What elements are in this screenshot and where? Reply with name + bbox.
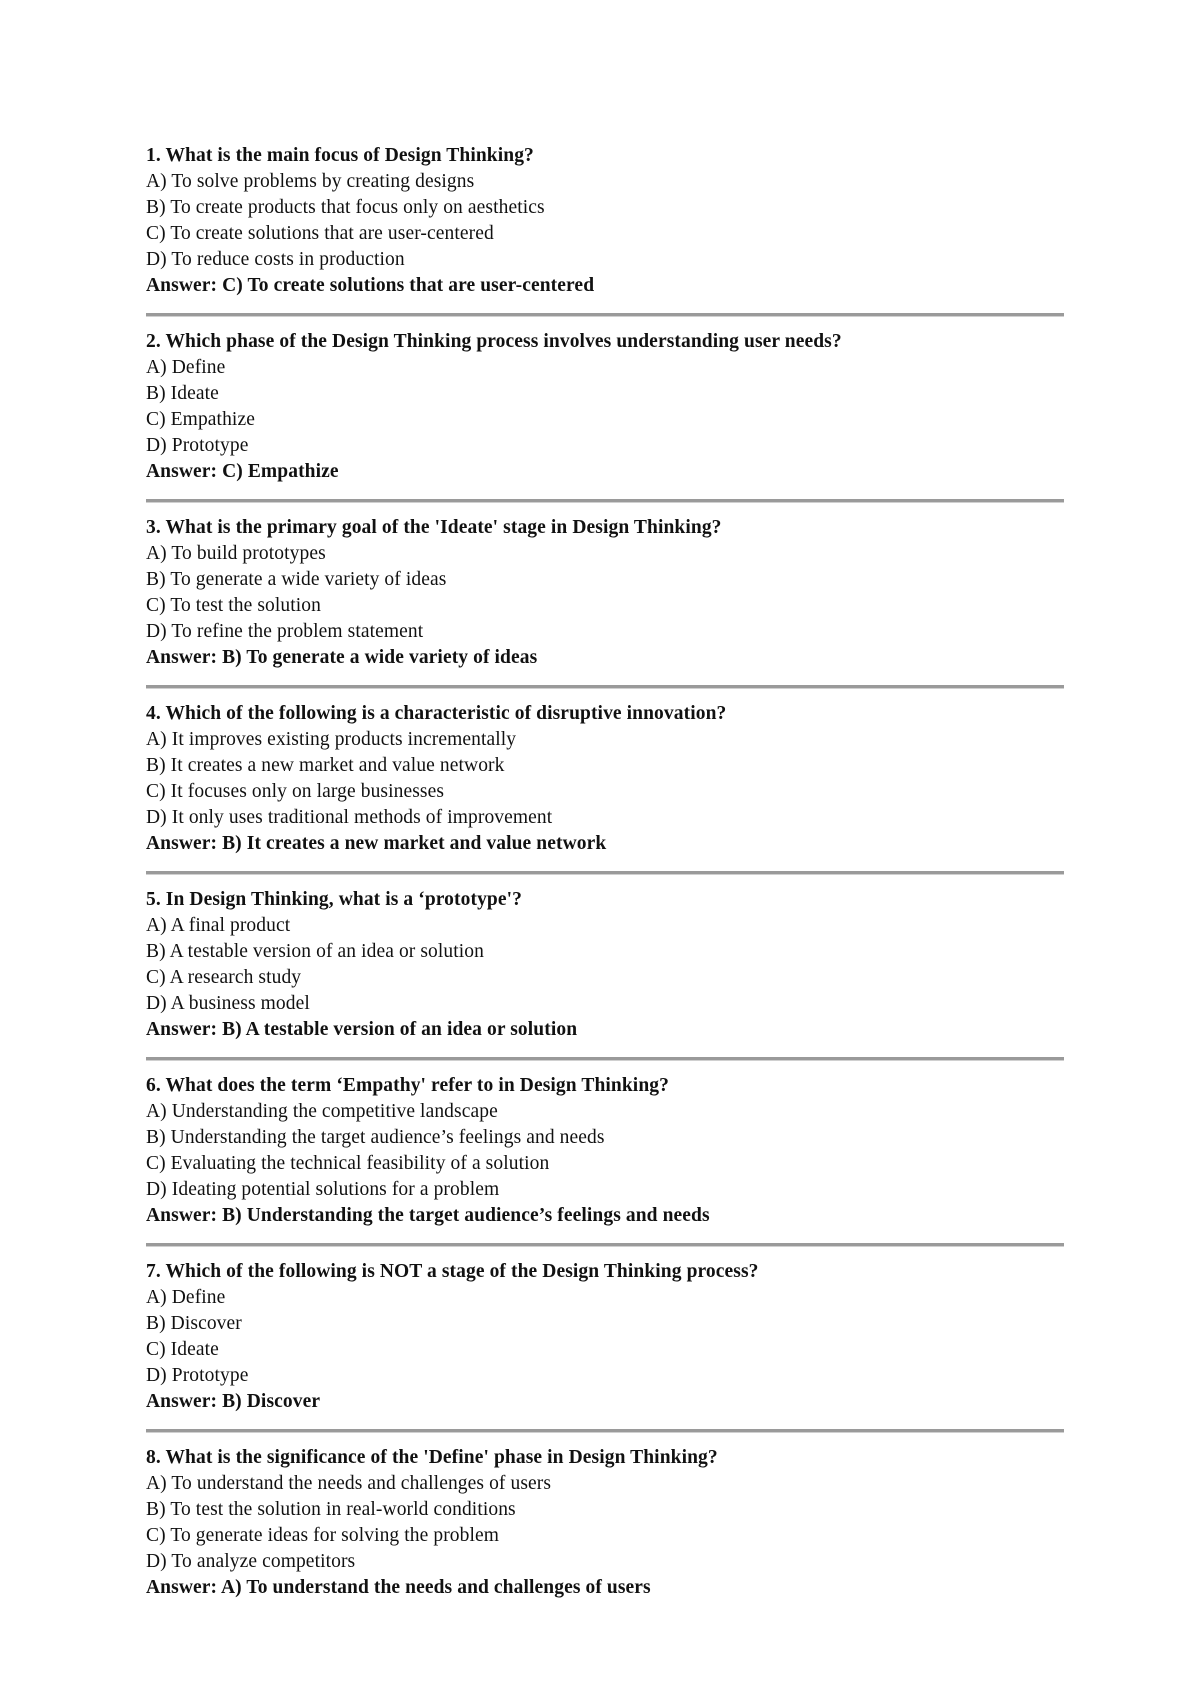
divider [146,685,1064,689]
option-d: D) To refine the problem statement [146,621,424,642]
option-a: A) Understanding the competitive landscape [146,1101,498,1122]
question-text: 8. What is the significance of the 'Define' phase in Design Thinking? [146,1447,718,1468]
option-a: A) To understand the needs and challenges of users [146,1473,552,1494]
divider [146,871,1064,875]
question-block-8 [146,1445,1064,1601]
answer-text: Answer: A) To understand the needs and challenges of users [146,1577,651,1598]
question-block-1 [146,143,1064,299]
question-text: 1. What is the main focus of Design Thinking? [146,145,534,166]
answer-text: Answer: B) Discover [146,1391,321,1412]
option-d: D) It only uses traditional methods of improvement [146,807,553,828]
answer-text: Answer: B) A testable version of an idea or solution [146,1019,578,1040]
answer-text: Answer: C) To create solutions that are user-centered [146,275,595,296]
question-text: 3. What is the primary goal of the 'Ideate' stage in Design Thinking? [146,517,722,538]
answer-text: Answer: C) Empathize [146,461,339,482]
option-a: A) To solve problems by creating designs [146,171,475,192]
divider [146,1243,1064,1247]
question-text: 4. Which of the following is a characteristic of disruptive innovation? [146,703,727,724]
answer-text: Answer: B) It creates a new market and value network [146,833,607,854]
option-c: C) It focuses only on large businesses [146,781,445,802]
option-d: D) Ideating potential solutions for a problem [146,1179,500,1200]
option-a: A) A final product [146,915,291,936]
option-b: B) To generate a wide variety of ideas [146,569,447,590]
question-text: 6. What does the term ‘Empathy' refer to in Design Thinking? [146,1075,669,1096]
option-c: C) To test the solution [146,595,321,616]
answer-text: Answer: B) Understanding the target audience’s feelings and needs [146,1205,710,1226]
document-page [146,143,1064,1601]
option-d: D) To analyze competitors [146,1551,356,1572]
question-text: 2. Which phase of the Design Thinking process involves understanding user needs? [146,331,842,352]
option-c: C) Empathize [146,409,255,430]
option-a: A) Define [146,1287,226,1308]
question-block-5 [146,887,1064,1043]
option-a: A) It improves existing products incrementally [146,729,517,750]
option-a: A) Define [146,357,226,378]
option-b: B) It creates a new market and value network [146,755,505,776]
option-d: D) Prototype [146,435,249,456]
option-b: B) Ideate [146,383,219,404]
option-c: C) Ideate [146,1339,219,1360]
option-d: D) Prototype [146,1365,249,1386]
answer-text: Answer: B) To generate a wide variety of ideas [146,647,538,668]
option-b: B) To test the solution in real-world conditions [146,1499,516,1520]
option-c: C) A research study [146,967,302,988]
option-b: B) Discover [146,1313,242,1334]
question-text: 7. Which of the following is NOT a stage of the Design Thinking process? [146,1261,759,1282]
question-block-3 [146,515,1064,671]
divider [146,1429,1064,1433]
option-d: D) A business model [146,993,310,1014]
option-b: B) Understanding the target audience’s feelings and needs [146,1127,605,1148]
divider [146,499,1064,503]
option-c: C) To generate ideas for solving the problem [146,1525,500,1546]
option-b: B) To create products that focus only on aesthetics [146,197,545,218]
option-a: A) To build prototypes [146,543,326,564]
question-block-6 [146,1073,1064,1229]
divider [146,313,1064,317]
option-b: B) A testable version of an idea or solution [146,941,485,962]
question-block-2 [146,329,1064,485]
option-d: D) To reduce costs in production [146,249,405,270]
option-c: C) Evaluating the technical feasibility of a solution [146,1153,550,1174]
option-c: C) To create solutions that are user-centered [146,223,494,244]
question-block-4 [146,701,1064,857]
divider [146,1057,1064,1061]
question-text: 5. In Design Thinking, what is a ‘prototype'? [146,889,522,910]
question-block-7 [146,1259,1064,1415]
